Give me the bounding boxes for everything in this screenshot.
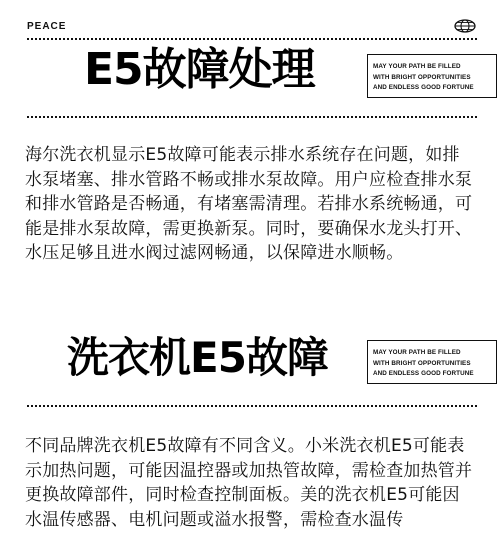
section-paragraph: 海尔洗衣机显示E5故障可能表示排水系统存在问题，如排水泵堵塞、排水管路不畅或排水泵故障。用户应检查排水泵和排水管路是否畅通，有堵塞需清理。若排水系统畅通，可能是排水泵故障，需更换新泵。同时，要确保水龙头打开、水压足够且进水阀过滤网畅通，以保障进水顺畅。 — [25, 145, 473, 263]
motto-line: WITH BRIGHT OPPORTUNITIES — [373, 73, 471, 81]
section-paragraph: 不同品牌洗衣机E5故障有不同含义。小米洗衣机E5可能表示加热问题，可能因温控器或加热管故障，需检查加热管并更换故障部件，同时检查控制面板。美的洗衣机E5可能因水温传感器、电机问题或溢水报警，需检查水温传 — [25, 436, 473, 530]
motto-line: WITH BRIGHT OPPORTUNITIES — [373, 359, 471, 367]
motto-box — [367, 340, 497, 384]
section-divider — [27, 405, 477, 407]
motto-line: AND ENDLESS GOOD FORTUNE — [373, 84, 474, 91]
motto-line: MAY YOUR PATH BE FILLED — [373, 349, 461, 356]
globe-icon — [454, 19, 476, 33]
top-divider — [27, 38, 477, 40]
motto-line: AND ENDLESS GOOD FORTUNE — [373, 370, 474, 377]
motto-box — [367, 54, 497, 98]
section-divider — [27, 116, 477, 118]
section-title: 洗衣机E5故障 — [67, 333, 328, 382]
motto-line: MAY YOUR PATH BE FILLED — [373, 63, 461, 70]
brand-label: PEACE — [27, 21, 67, 32]
section-title: E5故障处理 — [84, 44, 315, 95]
